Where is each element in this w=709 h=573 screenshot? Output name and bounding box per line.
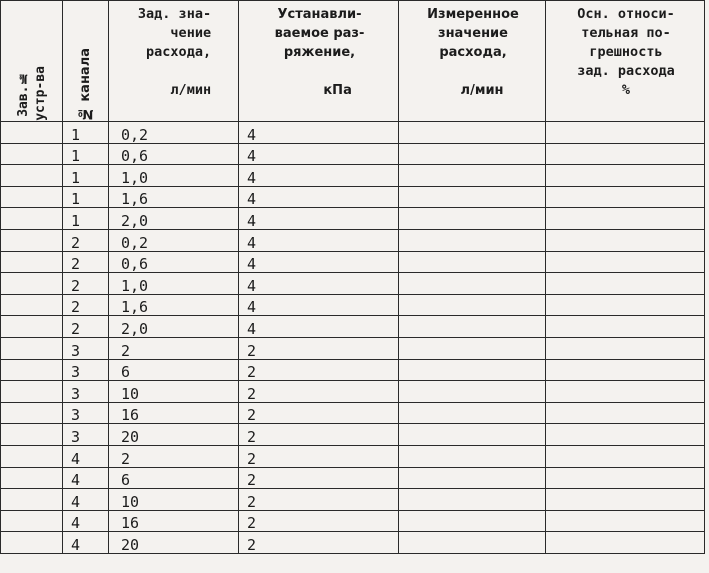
cell-measured xyxy=(399,251,546,273)
cell-vacuum: 4 xyxy=(239,273,399,295)
cell-measured xyxy=(399,510,546,532)
cell-vacuum: 2 xyxy=(239,489,399,511)
cell-device xyxy=(1,251,63,273)
cell-flow: 16 xyxy=(109,510,239,532)
cell-vacuum: 4 xyxy=(239,186,399,208)
cell-measured xyxy=(399,273,546,295)
table-row xyxy=(1,229,705,251)
table-row xyxy=(1,122,705,144)
cell-measured xyxy=(399,402,546,424)
cell-flow: 6 xyxy=(109,359,239,381)
cell-device xyxy=(1,273,63,295)
table-row xyxy=(1,251,705,273)
cell-error xyxy=(546,445,705,467)
header-row xyxy=(1,1,705,122)
cell-vacuum: 4 xyxy=(239,316,399,338)
cell-device xyxy=(1,489,63,511)
header-error: Осн. относи- тельная по- грешность зад. расхода % xyxy=(546,1,705,122)
cell-measured xyxy=(399,337,546,359)
cell-vacuum: 2 xyxy=(239,337,399,359)
table-row xyxy=(1,143,705,165)
cell-flow: 0,6 xyxy=(109,143,239,165)
header-measured: Измеренное значение расхода, л/мин xyxy=(399,1,546,122)
header-vacuum: Устанавли- ваемое раз- ряжение, кПа xyxy=(239,1,399,122)
cell-device xyxy=(1,510,63,532)
cell-device xyxy=(1,337,63,359)
cell-device xyxy=(1,229,63,251)
cell-channel: 1 xyxy=(63,143,109,165)
cell-channel: 4 xyxy=(63,489,109,511)
cell-vacuum: 4 xyxy=(239,208,399,230)
cell-measured xyxy=(399,532,546,554)
cell-vacuum: 2 xyxy=(239,445,399,467)
cell-device xyxy=(1,381,63,403)
cell-device xyxy=(1,467,63,489)
table-row xyxy=(1,294,705,316)
cell-flow: 0,6 xyxy=(109,251,239,273)
cell-channel: 4 xyxy=(63,467,109,489)
cell-device xyxy=(1,294,63,316)
cell-vacuum: 2 xyxy=(239,510,399,532)
cell-error xyxy=(546,143,705,165)
cell-channel: 2 xyxy=(63,294,109,316)
cell-device xyxy=(1,402,63,424)
cell-measured xyxy=(399,208,546,230)
cell-error xyxy=(546,251,705,273)
cell-error xyxy=(546,294,705,316)
table-row xyxy=(1,489,705,511)
cell-flow: 1,0 xyxy=(109,273,239,295)
cell-measured xyxy=(399,467,546,489)
cell-flow: 10 xyxy=(109,381,239,403)
cell-error xyxy=(546,489,705,511)
cell-flow: 2,0 xyxy=(109,208,239,230)
cell-error xyxy=(546,273,705,295)
table-row xyxy=(1,208,705,230)
cell-channel: 3 xyxy=(63,424,109,446)
cell-error xyxy=(546,165,705,187)
cell-error xyxy=(546,381,705,403)
cell-error xyxy=(546,229,705,251)
cell-device xyxy=(1,359,63,381)
table-row xyxy=(1,402,705,424)
cell-vacuum: 4 xyxy=(239,251,399,273)
cell-flow: 10 xyxy=(109,489,239,511)
cell-vacuum: 4 xyxy=(239,122,399,144)
cell-vacuum: 2 xyxy=(239,381,399,403)
cell-measured xyxy=(399,489,546,511)
cell-channel: 2 xyxy=(63,251,109,273)
cell-device xyxy=(1,122,63,144)
cell-flow: 2,0 xyxy=(109,316,239,338)
cell-channel: 4 xyxy=(63,510,109,532)
table-row xyxy=(1,381,705,403)
cell-channel: 3 xyxy=(63,337,109,359)
cell-measured xyxy=(399,165,546,187)
cell-vacuum: 4 xyxy=(239,294,399,316)
cell-device xyxy=(1,424,63,446)
cell-channel: 3 xyxy=(63,381,109,403)
table-row xyxy=(1,467,705,489)
cell-channel: 4 xyxy=(63,445,109,467)
cell-measured xyxy=(399,122,546,144)
cell-error xyxy=(546,359,705,381)
table-row xyxy=(1,337,705,359)
table-body xyxy=(1,122,705,554)
cell-channel: 1 xyxy=(63,186,109,208)
cell-flow: 6 xyxy=(109,467,239,489)
table-row xyxy=(1,510,705,532)
cell-flow: 1,6 xyxy=(109,294,239,316)
table-row xyxy=(1,532,705,554)
cell-measured xyxy=(399,294,546,316)
cell-error xyxy=(546,532,705,554)
header-device-no: Зав.№ устр-ва xyxy=(1,1,63,122)
cell-flow: 20 xyxy=(109,424,239,446)
cell-measured xyxy=(399,143,546,165)
cell-measured xyxy=(399,359,546,381)
cell-flow: 2 xyxy=(109,445,239,467)
cell-error xyxy=(546,402,705,424)
cell-error xyxy=(546,510,705,532)
cell-device xyxy=(1,143,63,165)
cell-channel: 2 xyxy=(63,229,109,251)
cell-vacuum: 4 xyxy=(239,229,399,251)
cell-flow: 0,2 xyxy=(109,122,239,144)
table-row xyxy=(1,445,705,467)
cell-flow: 16 xyxy=(109,402,239,424)
cell-error xyxy=(546,424,705,446)
cell-vacuum: 2 xyxy=(239,424,399,446)
cell-device xyxy=(1,208,63,230)
cell-measured xyxy=(399,424,546,446)
cell-channel: 4 xyxy=(63,532,109,554)
table-row xyxy=(1,165,705,187)
cell-error xyxy=(546,337,705,359)
cell-error xyxy=(546,208,705,230)
cell-error xyxy=(546,122,705,144)
cell-flow: 2 xyxy=(109,337,239,359)
cell-error xyxy=(546,186,705,208)
cell-channel: 1 xyxy=(63,165,109,187)
table-row xyxy=(1,424,705,446)
cell-measured xyxy=(399,229,546,251)
table-row xyxy=(1,359,705,381)
table-row xyxy=(1,273,705,295)
cell-channel: 2 xyxy=(63,273,109,295)
cell-vacuum: 2 xyxy=(239,359,399,381)
cell-channel: 1 xyxy=(63,208,109,230)
cell-measured xyxy=(399,445,546,467)
cell-device xyxy=(1,532,63,554)
cell-error xyxy=(546,316,705,338)
cell-device xyxy=(1,316,63,338)
cell-vacuum: 2 xyxy=(239,402,399,424)
cell-flow: 20 xyxy=(109,532,239,554)
cell-vacuum: 2 xyxy=(239,467,399,489)
header-channel-no: № канала xyxy=(63,1,109,122)
header-set-flow: Зад. зна- чение расхода, л/мин xyxy=(109,1,239,122)
cell-vacuum: 4 xyxy=(239,165,399,187)
cell-device xyxy=(1,165,63,187)
cell-flow: 1,6 xyxy=(109,186,239,208)
cell-flow: 1,0 xyxy=(109,165,239,187)
cell-channel: 3 xyxy=(63,359,109,381)
cell-vacuum: 2 xyxy=(239,532,399,554)
table-row xyxy=(1,316,705,338)
cell-channel: 1 xyxy=(63,122,109,144)
cell-device xyxy=(1,445,63,467)
cell-vacuum: 4 xyxy=(239,143,399,165)
cell-measured xyxy=(399,316,546,338)
cell-flow: 0,2 xyxy=(109,229,239,251)
cell-measured xyxy=(399,381,546,403)
cell-measured xyxy=(399,186,546,208)
cell-error xyxy=(546,467,705,489)
cell-device xyxy=(1,186,63,208)
cell-channel: 2 xyxy=(63,316,109,338)
table-row xyxy=(1,186,705,208)
cell-channel: 3 xyxy=(63,402,109,424)
